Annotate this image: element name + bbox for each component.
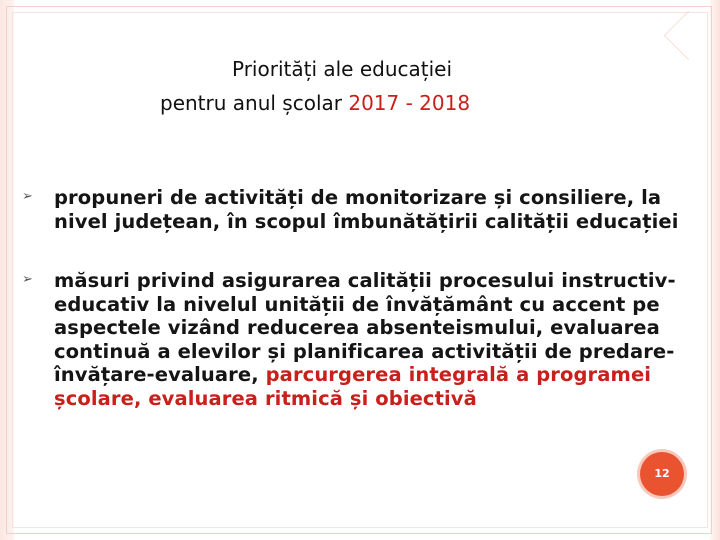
title-line-2-text: pentru anul școlar bbox=[160, 91, 349, 115]
bullet-2-text: măsuri privind asigurarea calității procesului instructiv-educativ la nivelul unității de învățământ cu accent pe aspectele vizând reducerea absenteismului, evaluarea continuă a elevilor și planificarea activității de predare-învățare-evaluare, bbox=[54, 269, 676, 386]
title-line-1: Priorități ale educației bbox=[232, 57, 453, 81]
bullet-1-text: propuneri de activități de monitorizare și consiliere, la nivel județean, în scopul îmbunătățirii calității educației bbox=[54, 186, 679, 233]
bullet-2-highlight: parcurgerea integrală a programei școlare, evaluarea ritmică și obiectivă bbox=[54, 363, 652, 410]
list-item bbox=[24, 186, 694, 233]
arrow-bullet-icon: ➢ bbox=[22, 189, 33, 204]
title-line-2 bbox=[160, 91, 470, 115]
title-year: 2017 - 2018 bbox=[348, 91, 471, 115]
bullet-text-2 bbox=[54, 269, 694, 410]
bullet-list bbox=[24, 186, 694, 410]
page-number-badge: 12 bbox=[640, 452, 684, 496]
arrow-bullet-icon: ➢ bbox=[22, 272, 33, 287]
bullet-text-1 bbox=[54, 186, 694, 233]
list-item bbox=[24, 269, 694, 410]
slide-title bbox=[160, 52, 580, 120]
